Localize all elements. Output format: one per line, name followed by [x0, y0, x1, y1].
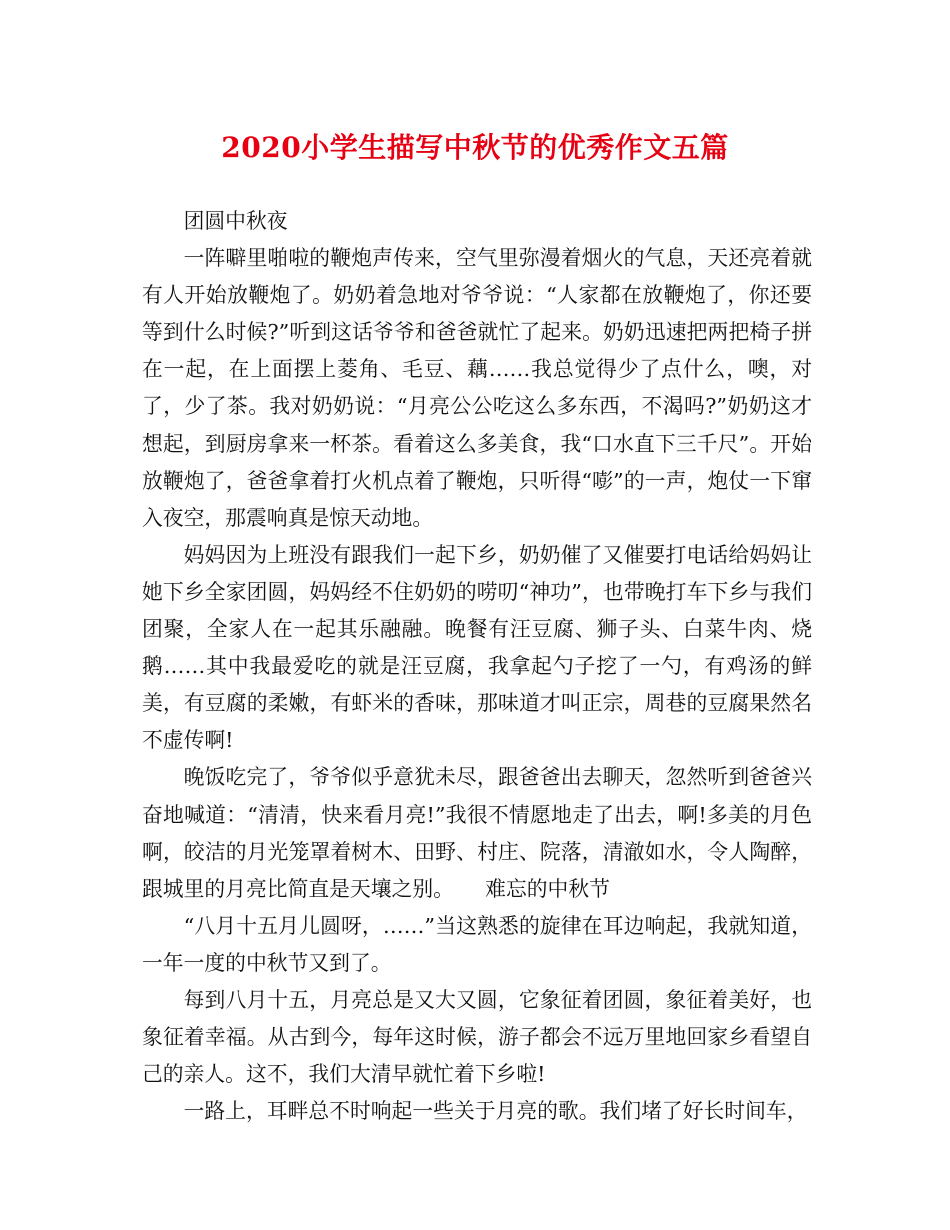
paragraph: 一路上，耳畔总不时响起一些关于月亮的歌。我们堵了好长时间车， — [183, 1099, 808, 1124]
paragraph: 妈妈因为上班没有跟我们一起下乡，奶奶催了又催要打电话给妈妈让她下乡全家团圆，妈妈经不住奶奶的唠叨“神功”，也带晚打车下乡与我们团聚，全家人在一起其乐融融。晚餐有汪豆腐、狮子头、白菜牛肉、烧鹅……其中我最爱吃的就是汪豆腐，我拿起勺子挖了一勺，有鸡汤的鲜美，有豆腐的柔嫩，有虾米的香味，那味道才叫正宗，周巷的豆腐果然名不虚传啊! — [142, 542, 812, 753]
paragraph: 每到八月十五，月亮总是又大又圆，它象征着团圆，象征着美好，也象征着幸福。从古到今，每年这时候，游子都会不远万里地回家乡看望自己的亲人。这不，我们大清早就忙着下乡啦! — [142, 987, 812, 1087]
document-title: 2020小学生描写中秋节的优秀作文五篇 — [221, 131, 729, 164]
paragraph: 一阵噼里啪啦的鞭炮声传来，空气里弥漫着烟火的气息，天还亮着就有人开始放鞭炮了。奶奶着急地对爷爷说：“人家都在放鞭炮了，你还要等到什么时候?”听到这话爷爷和爸爸就忙了起来。奶奶迅速把两把椅子拼在一起，在上面摆上菱角、毛豆、藕……我总觉得少了点什么，噢，对了，少了茶。我对奶奶说：“月亮公公吃这么多东西，不渴吗?”奶奶这才想起，到厨房拿来一杯茶。看着这么多美食，我“口水直下三千尺”。开始放鞭炮了，爸爸拿着打火机点着了鞭炮，只听得“嘭”的一声，炮仗一下窜入夜空，那震响真是惊天动地。 — [142, 246, 812, 530]
paragraph-subtitle: 团圆中秋夜 — [183, 209, 288, 233]
document-body — [142, 203, 812, 1130]
paragraph: “八月十五月儿圆呀，……”当这熟悉的旋律在耳边响起，我就知道，一年一度的中秋节又到了。 — [142, 913, 812, 975]
paragraph: 晚饭吃完了，爷爷似乎意犹未尽，跟爸爸出去聊天，忽然听到爸爸兴奋地喊道：“清清，快来看月亮!”我很不情愿地走了出去，啊!多美的月色啊，皎洁的月光笼罩着树木、田野、村庄、院落，清澈如水，令人陶醉，跟城里的月亮比简直是天壤之别。 难忘的中秋节 — [142, 765, 812, 901]
